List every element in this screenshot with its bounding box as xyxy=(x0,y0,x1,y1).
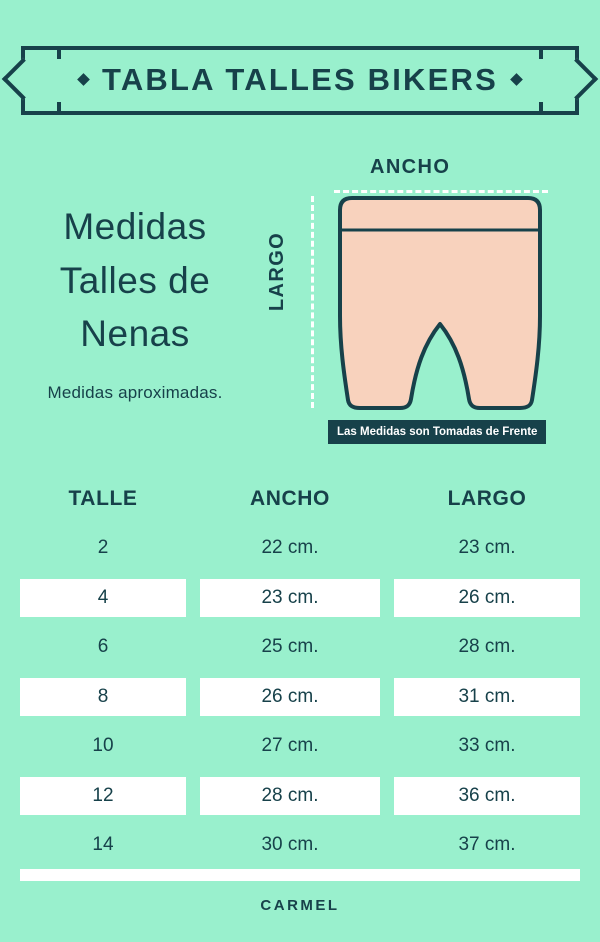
cell-talle: 14 xyxy=(92,834,114,856)
cell-largo: 28 cm. xyxy=(458,636,516,658)
cell-talle: 8 xyxy=(20,678,186,716)
page-title: TABLA TALLES BIKERS xyxy=(102,62,498,97)
length-dashed-guide xyxy=(311,196,314,408)
diamond-left-icon xyxy=(77,73,90,86)
banner-tick-bottom-right xyxy=(539,102,543,115)
diamond-right-icon xyxy=(510,73,523,86)
bike-shorts-icon xyxy=(330,196,550,411)
brand-name: CARMEL xyxy=(260,897,340,914)
cell-largo: 37 cm. xyxy=(458,834,516,856)
table-row xyxy=(20,524,580,574)
table-row xyxy=(20,821,580,871)
banner-tick-top-right xyxy=(539,46,543,59)
banner-tick-bottom-left xyxy=(57,102,61,115)
table-row xyxy=(20,722,580,772)
width-dimension-label: ANCHO xyxy=(370,156,451,178)
column-header-largo: LARGO xyxy=(447,486,527,510)
garment-illustration xyxy=(262,148,592,458)
table-row xyxy=(20,573,580,623)
cell-ancho: 22 cm. xyxy=(261,537,319,559)
measurement-note: Las Medidas son Tomadas de Frente xyxy=(328,420,546,444)
heading-subtitle: Medidas aproximadas. xyxy=(47,382,223,402)
cell-ancho: 25 cm. xyxy=(261,636,319,658)
cell-talle: 2 xyxy=(97,537,109,559)
table-row xyxy=(20,672,580,722)
title-banner xyxy=(0,46,600,115)
cell-ancho: 26 cm. xyxy=(200,678,380,716)
cell-largo: 26 cm. xyxy=(394,579,580,617)
cell-talle: 4 xyxy=(20,579,186,617)
cell-largo: 36 cm. xyxy=(394,777,580,815)
table-row xyxy=(20,623,580,673)
cell-ancho: 30 cm. xyxy=(261,834,319,856)
cell-ancho: 27 cm. xyxy=(261,735,319,757)
heading-line-2: Talles de xyxy=(59,259,211,301)
table-row xyxy=(20,771,580,821)
cell-largo: 33 cm. xyxy=(458,735,516,757)
cell-largo: 31 cm. xyxy=(394,678,580,716)
cell-talle: 10 xyxy=(92,735,114,757)
cell-ancho: 28 cm. xyxy=(200,777,380,815)
cell-largo: 23 cm. xyxy=(458,537,516,559)
cell-ancho: 23 cm. xyxy=(200,579,380,617)
column-header-talle: TALLE xyxy=(68,486,138,510)
heading-line-3: Nenas xyxy=(80,313,190,355)
left-heading-block xyxy=(0,200,270,403)
heading-line-1: Medidas xyxy=(63,206,207,247)
table-header-row xyxy=(20,474,580,524)
width-dashed-guide xyxy=(334,190,548,193)
cell-talle: 12 xyxy=(20,777,186,815)
cell-talle: 6 xyxy=(97,636,109,658)
size-table xyxy=(20,474,580,870)
footer-divider xyxy=(20,869,580,881)
column-header-ancho: ANCHO xyxy=(250,486,330,510)
banner-frame xyxy=(21,46,579,115)
length-dimension-label: LARGO xyxy=(266,231,289,312)
banner-tick-top-left xyxy=(57,46,61,59)
